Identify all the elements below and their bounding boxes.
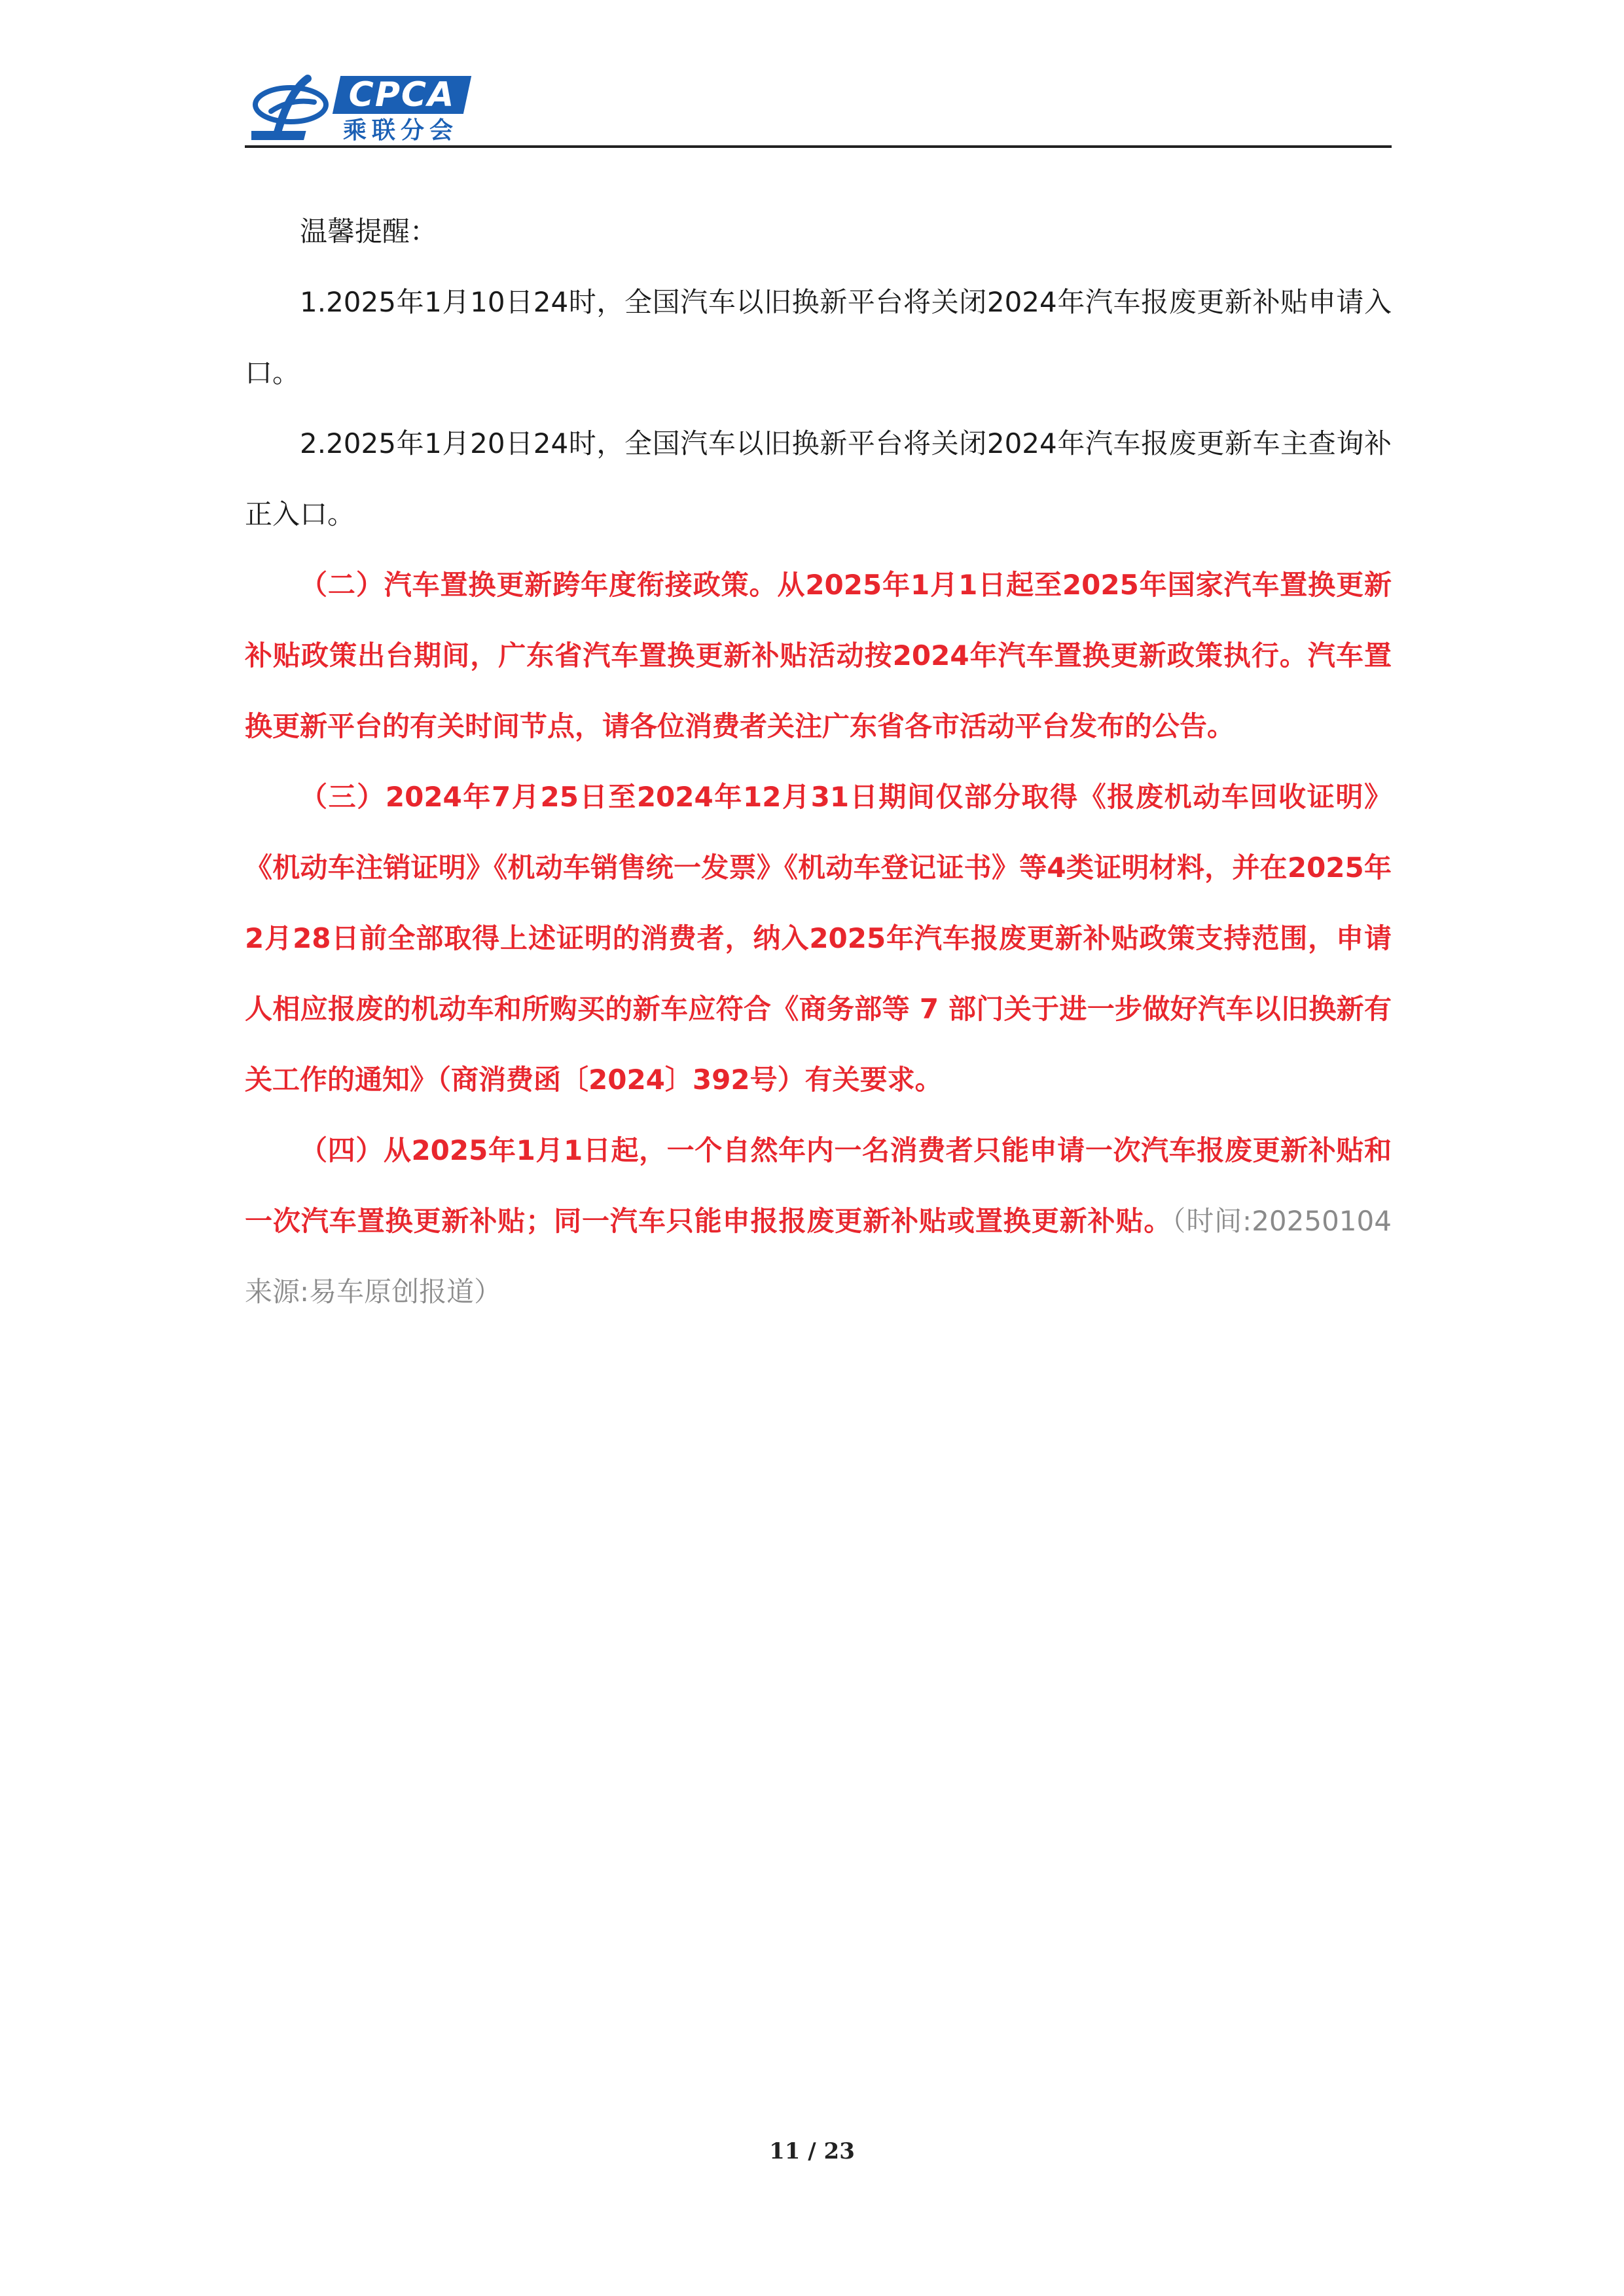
reminder-item-1: 1.2025年1月10日24时，全国汽车以旧换新平台将关闭2024年汽车报废更新补贴申请入口。 [245, 286, 1392, 389]
header-divider [245, 145, 1392, 148]
policy-section-3: （三）2024年7月25日至2024年12月31日期间仅部分取得《报废机动车回收证明》《机动车注销证明》《机动车销售统一发票》《机动车登记证书》等4类证明材料，并在2025年2月28日前全部取得上述证明的消费者，纳入2025年汽车报废更新补贴政策支持范围，申请人相应报废的机动车和所购买的新车应符合《商务部等 7 部门关于进一步做好汽车以旧换新有关工作的通知》（商消费函〔2024〕392号）有关要求。 [245, 781, 1392, 1096]
page-header [245, 65, 1392, 148]
reminder-item-2: 2.2025年1月20日24时，全国汽车以旧换新平台将关闭2024年汽车报废更新车主查询补正入口。 [245, 427, 1392, 530]
cpca-emblem-icon [251, 72, 330, 143]
page-number: 11 / 23 [769, 2138, 855, 2164]
document-body [245, 196, 1392, 1327]
source-note: （时间:20250104 来源:易车原创报道） [245, 1205, 1392, 1308]
policy-section-2: （二）汽车置换更新跨年度衔接政策。从2025年1月1日起至2025年国家汽车置换更新补贴政策出台期间，广东省汽车置换更新补贴活动按2024年汽车置换更新政策执行。汽车置换更新平台的有关时间节点，请各位消费者关注广东省各市活动平台发布的公告。 [245, 569, 1392, 742]
greeting: 温馨提醒： [300, 215, 438, 247]
policy-section-4-paragraph [245, 1115, 1392, 1327]
logo-cpca-text: CPCA [348, 75, 456, 115]
policy-section-4: （四）从2025年1月1日起，一个自然年内一名消费者只能申请一次汽车报废更新补贴和一次汽车置换更新补贴；同一汽车只能申报报废更新补贴或置换更新补贴。 [245, 1134, 1392, 1237]
logo-subtitle: 乘联分会 [343, 117, 459, 144]
